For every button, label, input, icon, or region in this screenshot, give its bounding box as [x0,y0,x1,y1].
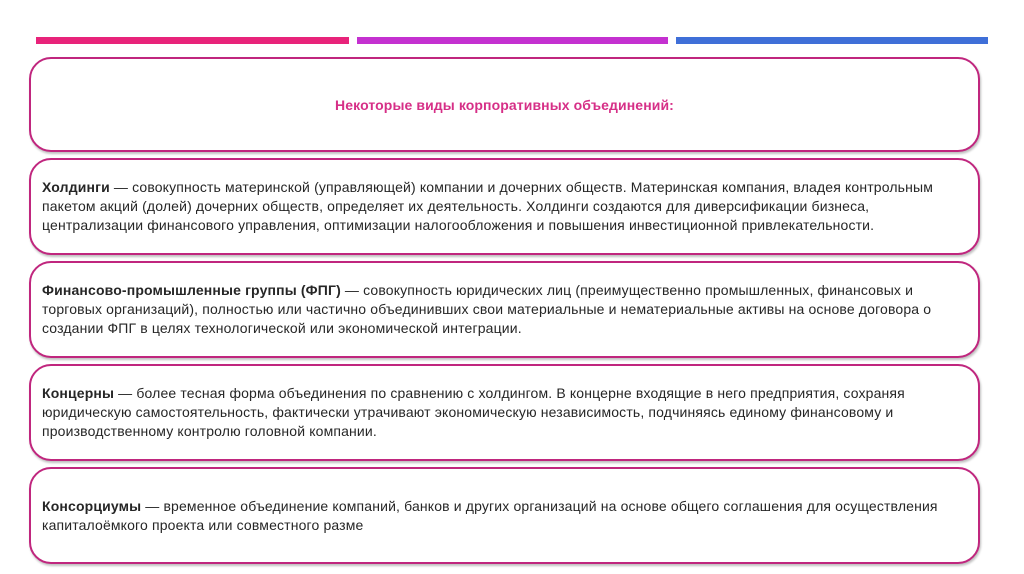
blue-header-stripe [676,37,988,44]
concerns-card [29,364,980,461]
concerns-definition: — более тесная форма объединения по сравнению с холдингом. В концерне входящие в него предприятия, сохраняя юридическую самостоятельность, фактически утрачивают экономическую независимость, подчиняясь единому финансовому и производственному контролю головной компании. [42,385,905,439]
concerns-paragraph [42,384,968,441]
pink-header-stripe [36,37,349,44]
consortiums-card [29,467,980,564]
consortiums-definition: — временное объединение компаний, банков и других организаций на основе общего соглашения для осуществления капиталоёмкого проекта или совместного разме [42,497,938,533]
holdings-card [29,158,980,255]
consortiums-term: Консорциумы [42,497,142,514]
holdings-paragraph [42,178,968,235]
concerns-term: Концерны [42,385,115,401]
holdings-definition: — совокупность материнской (управляющей) компании и дочерних обществ. Материнская компания, владея контрольным пакетом акций (долей) дочерних обществ, определяет их деятельность. Холдинги создаются для диверсификации бизнеса, централизации финансового управления, оптимизации налогообложения и повышения инвестиционной привлекательности. [42,179,933,233]
holdings-term: Холдинги [42,179,110,195]
consortiums-paragraph [42,497,968,535]
title-card [29,57,980,152]
slide-title: Некоторые виды корпоративных объединений: [335,96,674,113]
fpg-term: Финансово-промышленные группы (ФПГ) [42,282,341,298]
fpg-paragraph [42,281,968,338]
fpg-definition: — совокупность юридических лиц (преимущественно промышленных, финансовых и торговых организаций), полностью или частично объединивших свои материальные и нематериальные активы на основе договора о создании ФПГ в целях технологической или экономической интеграции. [42,282,932,336]
purple-header-stripe [357,37,668,44]
fpg-card [29,261,980,358]
